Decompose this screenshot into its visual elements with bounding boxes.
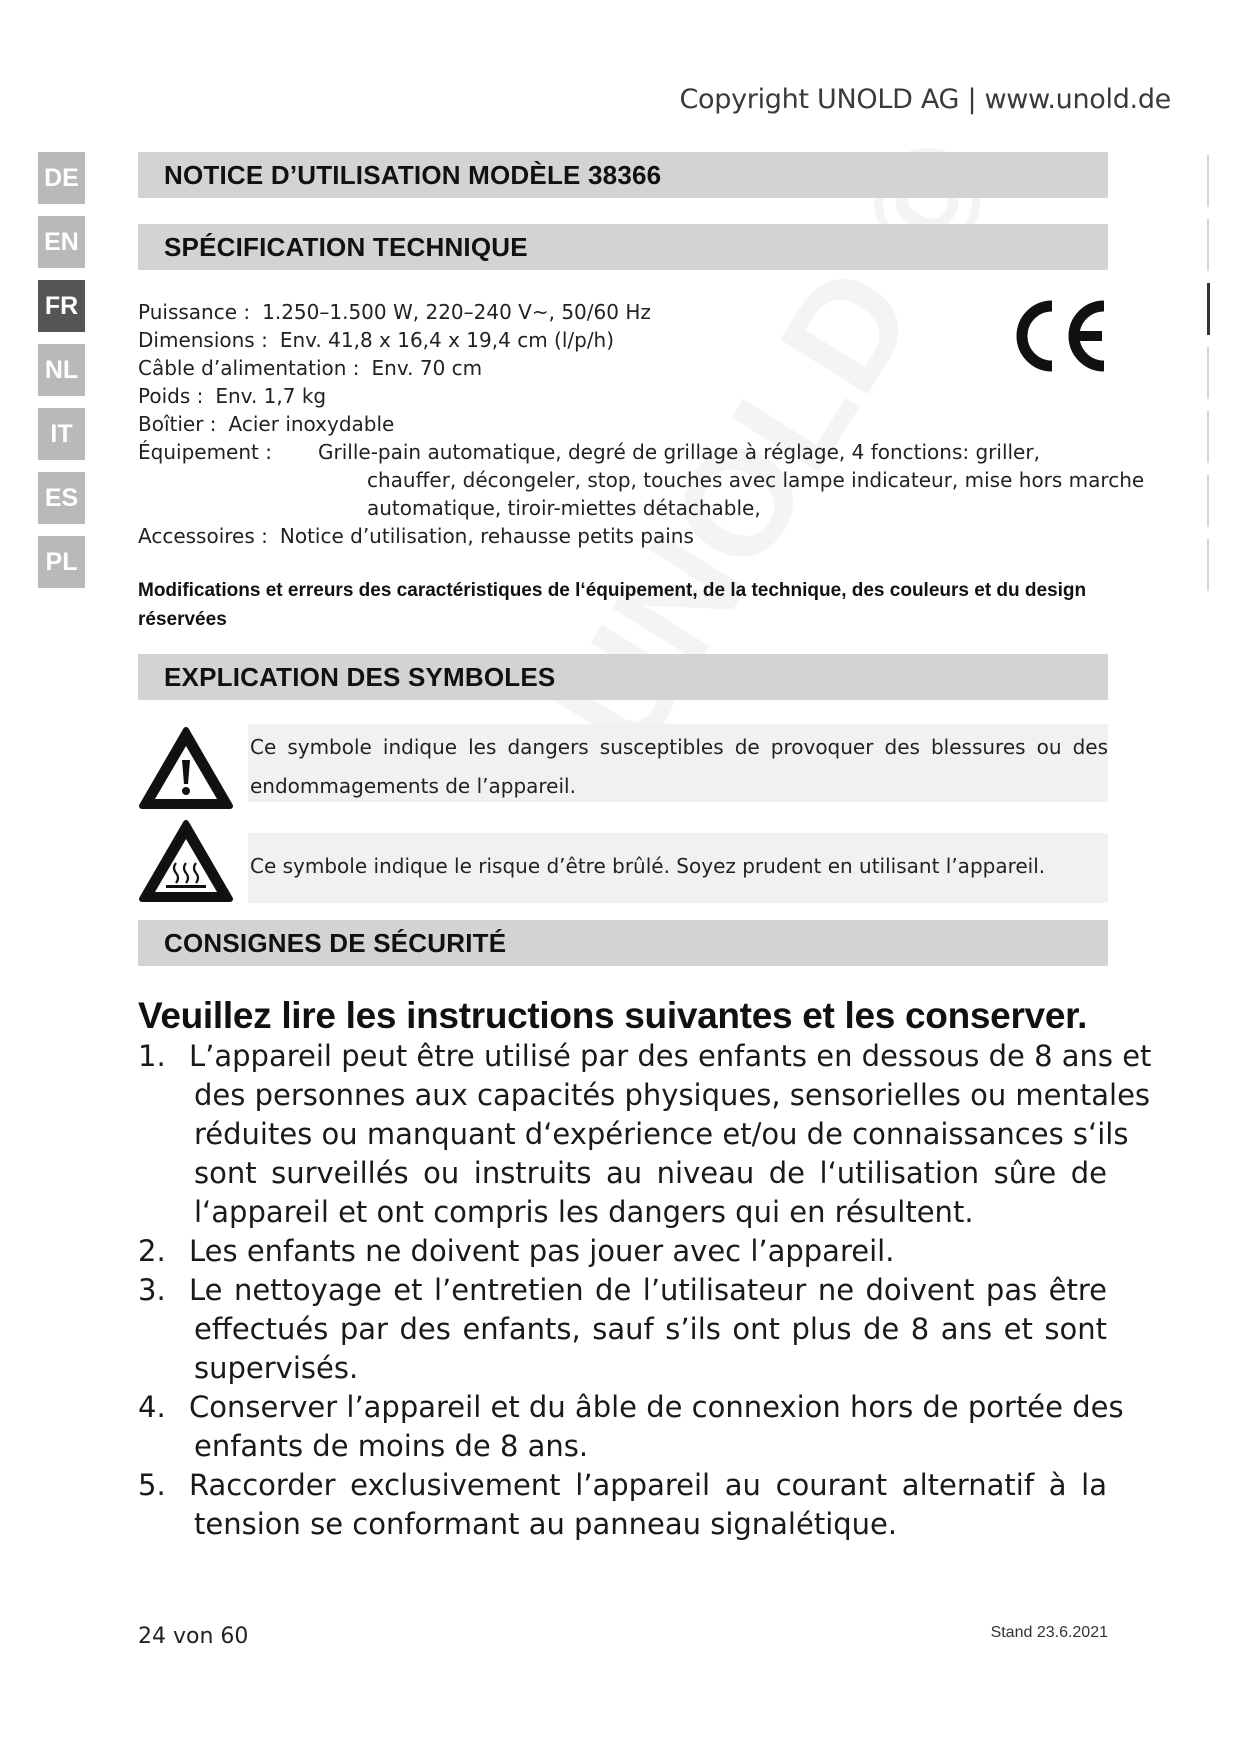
spec-value: Env. 1,7 kg [215,384,327,408]
spec-label: Accessoires : [138,524,268,548]
page-title: NOTICE D’UTILISATION MODÈLE 38366 [138,152,1108,198]
lang-tab-de[interactable]: DE [38,152,85,204]
section-heading-symbols: EXPLICATION DES SYMBOLES [138,654,1108,700]
edge-tick [1207,539,1209,591]
spec-equipment-line: automatique, tiroir-miettes détachable, [367,496,761,520]
list-item-line: Raccorder exclusivement l’appareil au courant alternatif à la [189,1468,1107,1502]
spec-value: Acier inoxydable [228,412,395,436]
spec-label: Poids : [138,384,204,408]
edge-tick [1207,475,1209,527]
edge-tick [1207,347,1209,399]
spec-row-housing [138,410,394,438]
edge-tick [1207,411,1209,463]
lang-tab-nl[interactable]: NL [38,344,85,396]
edge-tick [1207,219,1209,271]
copyright-header: Copyright UNOLD AG | www.unold.de [679,84,1171,115]
spec-value: Notice d’utilisation, rehausse petits pains [279,524,694,548]
list-item-line: effectués par des enfants, sauf s’ils ont plus de 8 ans et sont [194,1312,1107,1346]
list-item-line: Le nettoyage et l’entretien de l’utilisateur ne doivent pas être [189,1273,1107,1307]
spec-row-equipment [138,438,1040,466]
symbol-text-warning: Ce symbole indique les dangers susceptibles de provoquer des blessures ou des [250,735,1108,759]
spec-value: Env. 41,8 x 16,4 x 19,4 cm (l/p/h) [279,328,615,352]
page-number: 24 von 60 [138,1624,249,1649]
stand-date: Stand 23.6.2021 [990,1624,1108,1641]
symbol-text-warning: endommagements de l’appareil. [250,774,576,798]
edge-tick [1207,155,1209,207]
list-item-line: Conserver l’appareil et du âble de connexion hors de portée des [189,1390,1124,1424]
lang-tab-es[interactable]: ES [38,472,85,524]
spec-label: Boîtier : [138,412,217,436]
spec-value: 1.250–1.500 W, 220–240 V~, 50/60 Hz [262,300,651,324]
list-item-line: tension se conformant au panneau signalétique. [194,1507,898,1541]
symbol-text-burn: Ce symbole indique le risque d’être brûlé. Soyez prudent en utilisant l’appareil. [250,854,1046,878]
list-item-number: 3. [138,1273,166,1307]
list-item-line: enfants de moins de 8 ans. [194,1429,589,1463]
section-heading-specs: SPÉCIFICATION TECHNIQUE [138,224,1108,270]
list-item-number: 2. [138,1234,166,1268]
spec-row-power [138,298,651,326]
spec-row-accessories [138,522,694,550]
spec-label: Dimensions : [138,328,268,352]
lang-tab-fr[interactable]: FR [38,280,85,332]
list-item-number: 5. [138,1468,166,1502]
hot-surface-icon [138,817,234,905]
list-item-line: supervisés. [194,1351,359,1385]
list-item-number: 4. [138,1390,166,1424]
spec-label: Équipement : [138,440,272,464]
spec-row-cable [138,354,482,382]
ce-mark-icon [1008,296,1110,376]
section-heading-safety: CONSIGNES DE SÉCURITÉ [138,920,1108,966]
spec-value: Env. 70 cm [371,356,483,380]
list-item-line: sont surveillés ou instruits au niveau de l‘utilisation sûre de [194,1156,1107,1190]
lang-tab-pl[interactable]: PL [38,536,85,588]
warning-triangle-icon [138,724,234,812]
list-item-line: réduites ou manquant d‘expérience et/ou de connaissances s‘ils [194,1117,1129,1151]
disclaimer: Modifications et erreurs des caractéristiques de l‘équipement, de la technique, des couleurs et du design réservées [138,580,1087,630]
list-item-line: L’appareil peut être utilisé par des enfants en dessous de 8 ans et [189,1039,1152,1073]
list-item-line: des personnes aux capacités physiques, sensorielles ou mentales [194,1078,1151,1112]
list-item-line: l‘appareil et ont compris les dangers qui en résultent. [194,1195,974,1229]
spec-value: Grille-pain automatique, degré de grillage à réglage, 4 fonctions: griller, [318,440,1040,464]
spec-label: Puissance : [138,300,251,324]
spec-equipment-line: chauffer, décongeler, stop, touches avec lampe indicateur, mise hors marche [367,468,1145,492]
lang-tab-en[interactable]: EN [38,216,85,268]
edge-tick-active [1207,283,1210,335]
list-item-line: Les enfants ne doivent pas jouer avec l’appareil. [189,1234,895,1268]
instructions-title: Veuillez lire les instructions suivantes et les conserver. [138,995,1088,1036]
lang-tab-it[interactable]: IT [38,408,85,460]
spec-row-dimensions [138,326,614,354]
spec-row-weight [138,382,326,410]
spec-label: Câble d’alimentation : [138,356,360,380]
list-item-number: 1. [138,1039,166,1073]
